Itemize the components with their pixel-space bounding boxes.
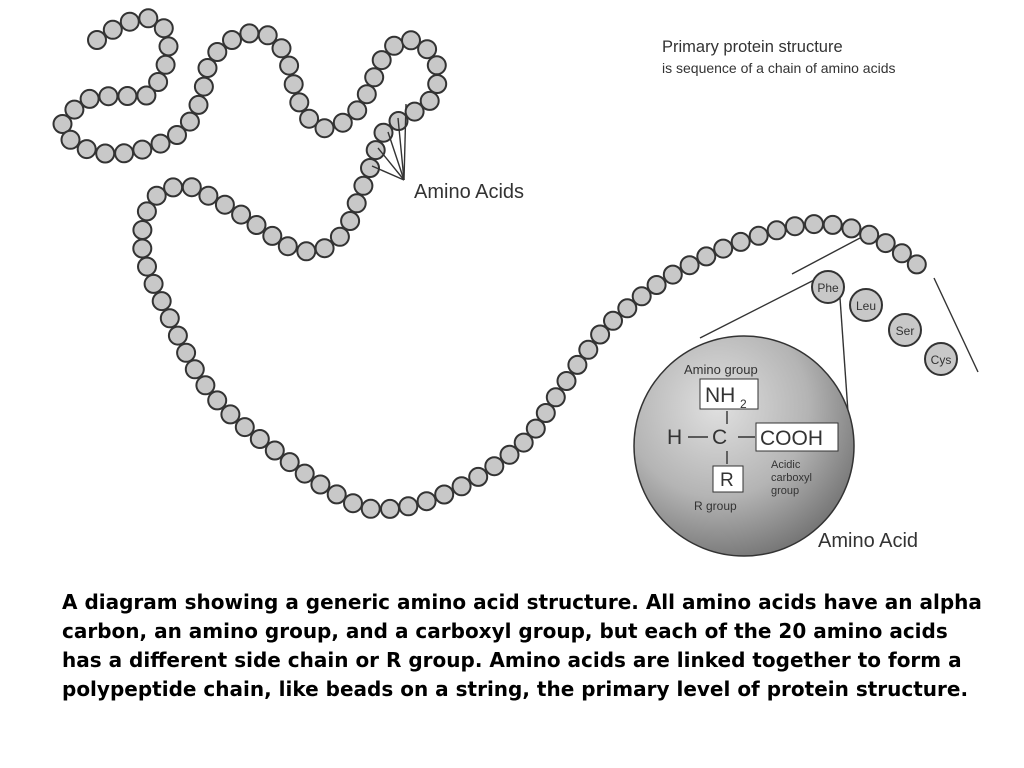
amino-acid-bead: [118, 87, 136, 105]
amino-acid-bead: [196, 376, 214, 394]
amino-acid-bead: [216, 196, 234, 214]
residue-phe-label: Phe: [817, 281, 839, 295]
amino-acid-bead: [537, 404, 555, 422]
amino-acid-bead: [195, 78, 213, 96]
amino-acid-bead: [279, 237, 297, 255]
amino-acid-bead: [263, 227, 281, 245]
amino-acid-bead: [78, 140, 96, 158]
amino-acid-bead: [428, 56, 446, 74]
amino-acid-bead: [266, 442, 284, 460]
amino-acid-bead: [385, 37, 403, 55]
amino-acid-bead: [96, 145, 114, 163]
h-atom: H: [667, 426, 683, 449]
amino-acid-bead: [99, 87, 117, 105]
amino-acid-inset: [634, 336, 854, 556]
amino-acid-bead: [297, 242, 315, 260]
amino-acid-bead: [908, 255, 926, 273]
amino-acid-bead: [199, 59, 217, 77]
amino-acid-bead: [232, 206, 250, 224]
nh2-subscript: 2: [740, 397, 747, 411]
amino-acid-bead: [199, 187, 217, 205]
amino-acid-bead: [223, 31, 241, 49]
amino-acid-bead: [296, 465, 314, 483]
amino-acid-bead: [418, 40, 436, 58]
title-line-2: is sequence of a chain of amino acids: [662, 60, 896, 76]
amino-acid-bead: [768, 221, 786, 239]
residue-cys-label: Cys: [930, 353, 952, 367]
amino-acid-bead: [877, 234, 895, 252]
amino-acid-bead: [786, 217, 804, 235]
amino-acid-bead: [365, 68, 383, 86]
amino-acid-bead: [133, 221, 151, 239]
amino-acid-bead: [681, 256, 699, 274]
amino-acid-bead: [221, 405, 239, 423]
acidic-label-line-3: group: [771, 485, 800, 497]
amino-acid-bead: [281, 453, 299, 471]
amino-acid-bead: [341, 212, 359, 230]
amino-acid-bead: [290, 93, 308, 111]
amino-acid-label: Amino Acid: [818, 530, 919, 552]
amino-acid-bead: [190, 96, 208, 114]
amino-acid-bead: [160, 37, 178, 55]
amino-acid-bead: [648, 276, 666, 294]
amino-acid-bead: [547, 388, 565, 406]
amino-acid-bead: [152, 135, 170, 153]
amino-acid-bead: [367, 141, 385, 159]
amino-acid-bead: [714, 240, 732, 258]
amino-acid-bead: [428, 75, 446, 93]
amino-acid-bead: [328, 485, 346, 503]
amino-acid-bead: [579, 341, 597, 359]
amino-acid-bead: [527, 420, 545, 438]
r-group-label: R group: [694, 499, 737, 513]
r-text: R: [720, 470, 734, 491]
amino-acid-bead: [334, 114, 352, 132]
amino-acid-bead: [183, 178, 201, 196]
cooh-text: COOH: [760, 427, 823, 450]
amino-acid-bead: [137, 87, 155, 105]
amino-acid-bead: [604, 312, 622, 330]
amino-acid-bead: [148, 187, 166, 205]
amino-acid-bead: [161, 309, 179, 327]
amino-acid-bead: [664, 266, 682, 284]
amino-acid-bead: [133, 141, 151, 159]
amino-acid-bead: [88, 31, 106, 49]
amino-acid-bead: [399, 497, 417, 515]
amino-acid-bead: [485, 457, 503, 475]
amino-acid-bead: [62, 131, 80, 149]
amino-acid-bead: [402, 31, 420, 49]
amino-acid-bead: [104, 21, 122, 39]
amino-acid-bead: [273, 39, 291, 57]
amino-acid-bead: [138, 202, 156, 220]
amino-acid-bead: [236, 418, 254, 436]
amino-acid-bead: [186, 360, 204, 378]
amino-acid-bead: [860, 226, 878, 244]
amino-acid-bead: [331, 228, 349, 246]
amino-acids-label: Amino Acids: [414, 181, 525, 203]
amino-acid-bead: [208, 43, 226, 61]
amino-acid-bead: [348, 101, 366, 119]
amino-acid-bead: [138, 258, 156, 276]
amino-acid-bead: [280, 57, 298, 75]
amino-group-label: Amino group: [684, 362, 758, 377]
amino-acid-bead: [153, 292, 171, 310]
amino-acid-bead: [240, 24, 258, 42]
amino-acid-bead: [115, 144, 133, 162]
amino-acid-bead: [362, 500, 380, 518]
amino-acid-bead: [344, 494, 362, 512]
amino-acid-bead: [732, 233, 750, 251]
amino-acid-bead: [381, 500, 399, 518]
amino-acid-bead: [285, 75, 303, 93]
amino-acid-bead: [805, 215, 823, 233]
amino-acid-bead: [469, 468, 487, 486]
amino-acid-bead: [348, 194, 366, 212]
amino-acid-bead: [155, 19, 173, 37]
alpha-carbon: C: [712, 426, 728, 449]
amino-acid-bead: [164, 178, 182, 196]
amino-acid-bead: [316, 239, 334, 257]
amino-acid-bead: [208, 391, 226, 409]
named-residues: [812, 271, 957, 375]
amino-acid-bead: [842, 219, 860, 237]
figure-caption: A diagram showing a generic amino acid structure. All amino acids have an alpha carbon, an amino group, and a carboxyl group, but each of the 20 amino acids has a different side chain or R group. Amino acids are linked together to form a polypeptide chain, like beads on a string, the primary level of protein structure.: [62, 590, 982, 701]
amino-acid-bead: [750, 227, 768, 245]
amino-acid-bead: [697, 247, 715, 265]
amino-acid-bead: [169, 327, 187, 345]
amino-acid-bead: [311, 476, 329, 494]
amino-acid-bead: [177, 344, 195, 362]
nh2-text: NH: [705, 384, 736, 407]
title-line-1: Primary protein structure: [662, 38, 843, 56]
amino-acid-bead: [259, 26, 277, 44]
amino-acid-bead: [354, 177, 372, 195]
amino-acid-bead: [316, 119, 334, 137]
amino-acid-bead: [453, 477, 471, 495]
residue-leu-label: Leu: [855, 299, 877, 313]
acidic-label-line-1: Acidic: [771, 459, 801, 471]
amino-acid-bead: [157, 56, 175, 74]
amino-acid-bead: [824, 216, 842, 234]
amino-acid-bead: [418, 492, 436, 510]
amino-acid-bead: [181, 113, 199, 131]
residue-ser-label: Ser: [895, 324, 915, 338]
amino-acid-bead: [251, 430, 269, 448]
amino-acid-bead: [435, 486, 453, 504]
amino-acid-bead: [121, 13, 139, 31]
acidic-label-line-2: carboxyl: [771, 472, 812, 484]
amino-acid-bead: [358, 85, 376, 103]
amino-acid-bead: [406, 103, 424, 121]
amino-acid-bead: [558, 372, 576, 390]
amino-acid-bead: [373, 51, 391, 69]
amino-acid-bead: [145, 275, 163, 293]
amino-acid-bead: [133, 240, 151, 258]
